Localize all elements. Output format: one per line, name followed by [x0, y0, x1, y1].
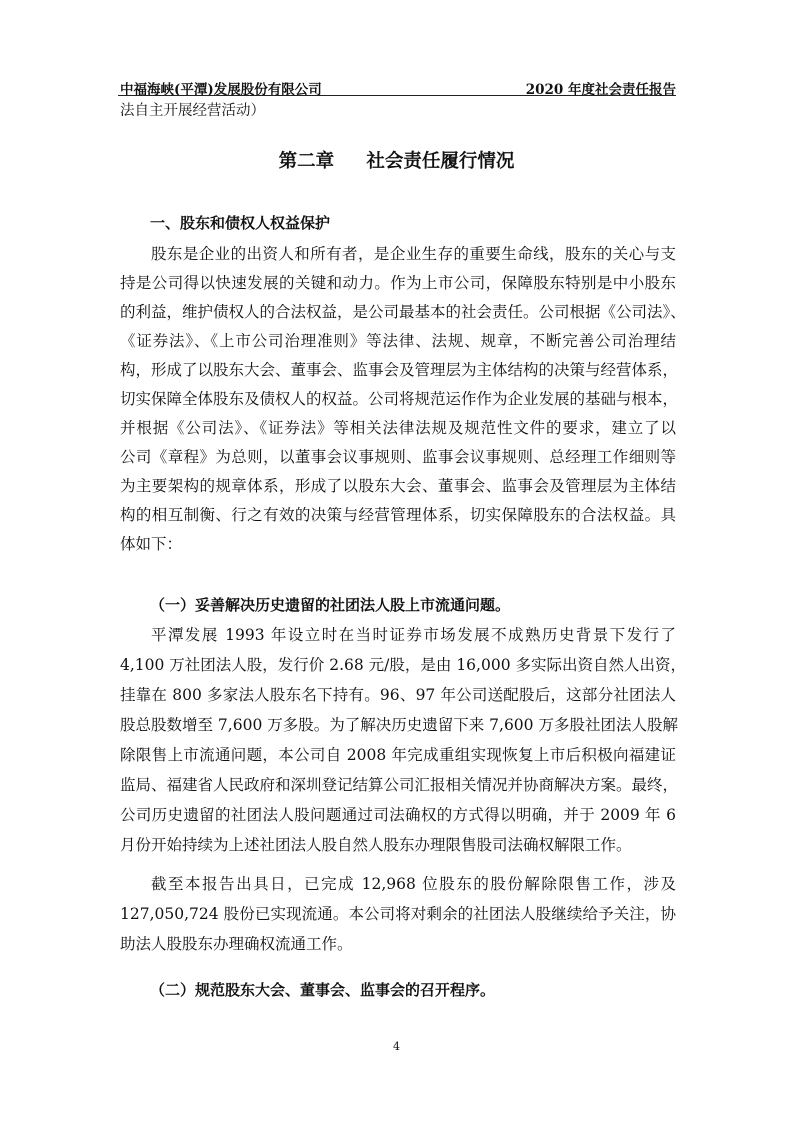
paragraph-line: 股总股数增至 7,600 万多股。为了解决历史遗留下来 7,600 万多股社团法人股解 — [120, 716, 678, 734]
paragraph-line: 截至本报告出具日，已完成 12,968 位股东的股份解除限售工作，涉及 — [151, 875, 676, 893]
paragraph-line: 的利益，维护债权人的合法权益，是公司最基本的社会责任。公司根据《公司法》、 — [120, 303, 686, 321]
paragraph-line: 挂靠在 800 多家法人股东名下持有。96、97 年公司送配股后，这部分社团法人 — [120, 686, 676, 704]
paragraph-line: 月份开始持续为上述社团法人股自然人股东办理限售股司法确权解限工作。 — [120, 836, 632, 854]
paragraph-line: 助法人股股东办理确权流通工作。 — [120, 935, 353, 953]
section-heading-shareholder-protection: 一、股东和债权人权益保护 — [150, 214, 331, 232]
paragraph-line: 监局、福建省人民政府和深圳登记结算公司汇报相关情况并协商解决方案。最终， — [120, 776, 679, 794]
paragraph-line: 为主要架构的规章体系，形成了以股东大会、董事会、监事会及管理层为主体结 — [120, 477, 676, 495]
subsection-heading-legal-person-shares: （一）妥善解决历史遗留的社团法人股上市流通问题。 — [150, 596, 511, 614]
header-company-name: 中福海峡(平潭)发展股份有限公司 — [120, 82, 322, 98]
paragraph-line: 除限售上市流通问题，本公司自 2008 年完成重组实现恢复上市后积极向福建证 — [120, 746, 676, 764]
header-report-title: 2020 年度社会责任报告 — [525, 82, 676, 98]
paragraph-line: 平潭发展 1993 年设立时在当时证券市场发展不成熟历史背景下发行了 — [151, 626, 676, 644]
paragraph-line: 127,050,724 股份已实现流通。本公司将对剩余的社团法人股继续给予关注，协 — [120, 905, 676, 923]
chapter-title: 第二章 社会责任履行情况 — [278, 151, 515, 172]
paragraph-line: 《证券法》、《上市公司治理准则》等法律、法规、规章，不断完善公司治理结 — [120, 332, 676, 350]
paragraph-line: 并根据《公司法》、《证券法》等相关法律法规及规范性文件的要求，建立了以 — [120, 419, 676, 437]
paragraph-line: 切实保障全体股东及债权人的权益。公司将规范运作作为企业发展的基础与根本， — [120, 390, 679, 408]
page-number: 4 — [393, 1040, 400, 1053]
paragraph-line: 持是公司得以快速发展的关键和动力。作为上市公司，保障股东特别是中小股东 — [120, 274, 676, 292]
paragraph-line: 构，形成了以股东大会、董事会、监事会及管理层为主体结构的决策与经营体系， — [120, 361, 679, 379]
paragraph-line: 体如下： — [120, 535, 183, 553]
paragraph-line: 公司历史遗留的社团法人股问题通过司法确权的方式得以明确，并于 2009 年 6 — [120, 806, 676, 824]
paragraph-line: 4,100 万社团法人股，发行价 2.68 元/股，是由 16,000 多实际出资自然人出资， — [120, 656, 686, 674]
paragraph-line: 公司《章程》为总则，以董事会议事规则、监事会议事规则、总经理工作细则等 — [120, 448, 676, 466]
continued-text: 法自主开展经营活动） — [120, 103, 265, 119]
header-divider — [118, 95, 676, 96]
subsection-heading-meeting-procedures: （二）规范股东大会、董事会、监事会的召开程序。 — [150, 981, 496, 999]
paragraph-line: 股东是企业的出资人和所有者，是企业生存的重要生命线，股东的关心与支 — [151, 245, 676, 263]
paragraph-line: 构的相互制衡、行之有效的决策与经营管理体系，切实保障股东的合法权益。具 — [120, 506, 676, 524]
